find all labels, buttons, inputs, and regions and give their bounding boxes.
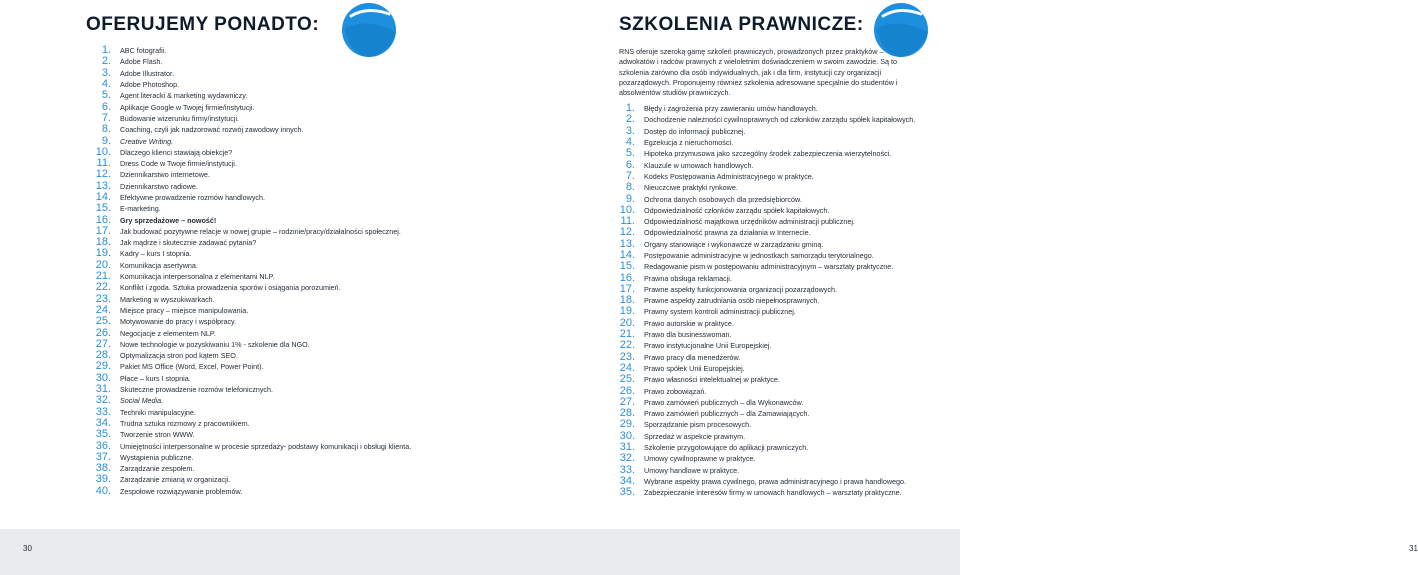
list-item — [88, 101, 411, 112]
list-item-text: Prawna obsługa reklamacji. — [644, 273, 732, 283]
list-item-number: 2. — [101, 55, 111, 68]
list-item-text: Skuteczne prowadzenie rozmów telefonicznych. — [120, 385, 274, 395]
list-item — [88, 339, 411, 350]
list-item — [612, 103, 915, 114]
list-item-number: 12. — [95, 168, 111, 181]
list-item — [612, 205, 915, 216]
list-item-text: Wybrane aspekty prawa cywilnego, prawa administracyjnego i prawa handlowego. — [644, 476, 907, 486]
list-item — [88, 463, 411, 474]
list-item — [612, 126, 915, 137]
list-item-number: 33. — [619, 463, 635, 476]
list-item — [88, 113, 411, 124]
list-item-text: Błędy i zagrożenia przy zawieraniu umów handlowych. — [644, 104, 818, 114]
list-item-number: 20. — [95, 258, 111, 271]
list-item-number: 31. — [619, 441, 635, 454]
list-item-text: Budowanie wizerunku firmy/instytucji. — [120, 113, 240, 123]
list-item — [88, 316, 411, 327]
list-item-number: 32. — [95, 394, 111, 407]
list-item — [612, 340, 915, 351]
list-item — [612, 182, 915, 193]
list-item — [88, 214, 411, 225]
list-item-text: Optymalizacja stron pod kątem SEO. — [120, 351, 238, 361]
list-item-number: 14. — [95, 191, 111, 203]
list-item — [88, 305, 411, 316]
list-item-number: 7. — [625, 169, 635, 182]
list-item-number: 12. — [619, 226, 635, 239]
list-item-text: Adobe Photoshop. — [120, 80, 180, 90]
list-item-text: Miejsce pracy – miejsce manipulowania. — [120, 305, 249, 315]
list-item-text: Motywowanie do pracy i współpracy. — [120, 317, 237, 327]
list-item-text: Umiejętności interpersonalne w procesie sprzedaży- podstawy komunikacji i obsługi klienta. — [120, 441, 412, 451]
list-item-text: Nowe technologie w pozyskiwaniu 1% - szkolenie dla NGO. — [120, 339, 310, 349]
list-item-text: Creative Writing. — [120, 136, 174, 146]
list-item — [612, 306, 915, 317]
list-item — [88, 147, 411, 158]
list-item — [612, 408, 915, 419]
list-item — [88, 192, 411, 203]
list-item — [88, 237, 411, 248]
list-item-text: Odpowiedzialność majątkowa urzędników administracji publicznej. — [644, 217, 855, 227]
list-item — [88, 124, 411, 135]
list-item-number: 15. — [619, 260, 635, 273]
list-item — [88, 395, 411, 406]
list-item-text: Prawo zobowiązań. — [644, 386, 707, 396]
list-item-text: Kodeks Postępowania Administracyjnego w praktyce. — [644, 171, 814, 181]
list-item — [88, 474, 411, 485]
left-training-list — [88, 45, 411, 497]
list-item — [88, 248, 411, 259]
list-item-number: 11. — [620, 215, 635, 228]
list-item-number: 27. — [95, 337, 111, 350]
list-item-text: Prawne aspekty funkcjonowania organizacji pozarządowych. — [644, 284, 837, 294]
list-item-text: Zabezpieczanie interesów firmy w umowach handlowych – warsztaty praktyczne. — [644, 488, 902, 498]
list-item-number: 20. — [619, 316, 635, 329]
list-item — [612, 148, 915, 159]
list-item-number: 24. — [619, 361, 635, 374]
list-item-number: 4. — [625, 136, 635, 149]
list-item — [612, 476, 915, 487]
list-item — [88, 226, 411, 237]
list-item-number: 16. — [619, 271, 635, 284]
page-number-right: 31 — [1409, 544, 1418, 553]
list-item-text: Wystąpienia publiczne. — [120, 452, 194, 462]
list-item-number: 7. — [101, 111, 111, 124]
list-item — [612, 318, 915, 329]
list-item-text: Sporządzanie pism procesowych. — [644, 420, 752, 430]
list-item-text: Tworzenie stron WWW. — [120, 430, 195, 440]
list-item-number: 14. — [619, 249, 635, 261]
list-item-number: 5. — [101, 89, 111, 102]
list-item-number: 11. — [96, 157, 111, 170]
list-item-text: Negocjacje z elementem NLP. — [120, 328, 216, 338]
list-item-text: Prawo własności intelektualnej w praktyce. — [644, 375, 780, 385]
list-item — [612, 453, 915, 464]
list-item — [88, 440, 411, 451]
list-item — [612, 216, 915, 227]
list-item — [612, 239, 915, 250]
list-item-number: 29. — [619, 418, 635, 431]
list-item — [88, 181, 411, 192]
list-item-number: 17. — [619, 282, 635, 295]
list-item-text: Sprzedaż w aspekcie prawnym. — [644, 431, 746, 441]
list-item — [612, 227, 915, 238]
right-page-title: SZKOLENIA PRAWNICZE: — [619, 14, 864, 35]
list-item-text: Dziennikarstwo internetowe. — [120, 170, 210, 180]
list-item — [88, 373, 411, 384]
list-item-number: 1. — [625, 102, 635, 115]
list-item — [612, 374, 915, 385]
list-item-text: E-marketing. — [120, 204, 161, 214]
list-item-number: 28. — [619, 407, 635, 420]
list-item — [88, 68, 411, 79]
list-item — [612, 193, 915, 204]
list-item-text: Coaching, czyli jak nadzorować rozwój zawodowy innych. — [120, 125, 304, 135]
list-item-number: 27. — [619, 395, 635, 408]
list-item — [612, 171, 915, 182]
list-item-text: Techniki manipulacyjne. — [120, 407, 196, 417]
list-item — [88, 384, 411, 395]
list-item-number: 30. — [619, 429, 635, 442]
list-item-number: 13. — [95, 179, 111, 192]
list-item — [612, 442, 915, 453]
list-item — [88, 452, 411, 463]
list-item — [88, 90, 411, 101]
list-item — [88, 79, 411, 90]
list-item — [612, 352, 915, 363]
list-item-number: 29. — [95, 360, 111, 373]
list-item — [88, 45, 411, 56]
list-item-number: 31. — [95, 383, 111, 396]
list-item-text: Adobe Flash. — [120, 57, 163, 67]
list-item — [612, 419, 915, 430]
list-item — [88, 486, 411, 497]
list-item-text: Dress Code w Twoje firmie/instytucji. — [120, 159, 237, 169]
left-page — [0, 0, 480, 575]
list-item — [612, 272, 915, 283]
list-item-number: 25. — [95, 315, 111, 328]
list-item-text: Trudna sztuka rozmowy z pracownikiem. — [120, 418, 250, 428]
list-item — [88, 135, 411, 146]
list-item-text: Szkolenie przygotowujące do aplikacji prawniczych. — [644, 443, 809, 453]
list-item-number: 23. — [95, 292, 111, 305]
list-item — [612, 385, 915, 396]
list-item-text: Kadry – kurs I stopnia. — [120, 249, 192, 259]
list-item-number: 22. — [619, 339, 635, 352]
list-item-text: Efektywne prowadzenie rozmów handlowych. — [120, 193, 266, 202]
list-item-number: 6. — [625, 158, 635, 171]
list-item — [612, 250, 915, 261]
list-item-number: 19. — [95, 247, 111, 260]
list-item-number: 40. — [95, 484, 111, 497]
list-item-number: 3. — [101, 66, 111, 79]
list-item — [612, 431, 915, 442]
list-item-text: Prawo zamówień publicznych – dla Wykonawców. — [644, 397, 804, 407]
list-item-text: Dlaczego klienci stawiają obiekcje? — [120, 147, 233, 157]
list-item-number: 8. — [101, 123, 111, 136]
list-item — [88, 361, 411, 372]
list-item-number: 16. — [95, 213, 111, 226]
list-item — [88, 203, 411, 214]
list-item — [612, 295, 915, 306]
list-item-number: 28. — [95, 349, 111, 362]
list-item-text: Zarządzanie zespołem. — [120, 464, 195, 474]
list-item-number: 4. — [101, 78, 111, 91]
list-item-number: 10. — [95, 145, 111, 158]
list-item — [612, 487, 915, 498]
list-item — [88, 350, 411, 361]
list-item-text: Prawo dla businesswoman. — [644, 330, 732, 340]
list-item-number: 9. — [625, 192, 635, 205]
list-item-text: ABC fotografii. — [120, 46, 167, 56]
list-item-text: Jak budować pozytywne relacje w nowej grupie – rodzinie/pracy/działalności społecznej. — [120, 226, 401, 236]
list-item-number: 5. — [625, 147, 635, 160]
list-item-number: 15. — [95, 202, 111, 215]
page-number-left: 30 — [23, 544, 32, 553]
list-item — [612, 363, 915, 374]
list-item-text: Zespołowe rozwiązywanie problemów. — [120, 486, 243, 496]
list-item-number: 18. — [95, 236, 111, 249]
list-item-number: 26. — [95, 326, 111, 339]
list-item-text: Hipoteka przymusowa jako szczególny środek zabezpieczenia wierzytelności. — [644, 149, 892, 159]
list-item-text: Umowy cywilnoprawne w praktyce. — [644, 454, 756, 464]
list-item-number: 9. — [101, 134, 111, 147]
list-item — [88, 271, 411, 282]
list-item-number: 25. — [619, 373, 635, 386]
list-item-text: Prawo zamówień publicznych – dla Zamawiających. — [644, 409, 810, 419]
list-item-number: 34. — [619, 474, 635, 487]
list-item-text: Jak mądrze i skutecznie zadawać pytania? — [120, 238, 257, 248]
list-item-number: 19. — [619, 305, 635, 318]
list-item — [612, 284, 915, 295]
list-item — [612, 397, 915, 408]
list-item-text: Komunikacja asertywna. — [120, 260, 198, 270]
right-page — [480, 0, 1418, 575]
list-item-text: Pakiet MS Office (Word, Excel, Power Point). — [120, 362, 264, 372]
list-item-text: Dziennikarstwo radiowe. — [120, 181, 198, 191]
list-item-number: 21. — [95, 270, 111, 283]
list-item-number: 8. — [625, 181, 635, 194]
list-item-text: Egzekucja z nieruchomości. — [644, 138, 734, 148]
list-item-number: 10. — [619, 203, 635, 216]
list-item-number: 13. — [619, 237, 635, 250]
list-item-text: Prawo autorskie w praktyce. — [644, 318, 734, 328]
list-item-text: Ochrona danych osobowych dla przedsiębiorców. — [644, 194, 802, 204]
list-item-text: Komunikacja interpersonalna z elementami NLP. — [120, 272, 275, 282]
list-item-text: Aplikacje Google w Twojej firmie/instytucji. — [120, 102, 255, 112]
list-item-text: Płace – kurs I stopnia. — [120, 373, 191, 383]
list-item — [612, 159, 915, 170]
list-item-text: Dostęp do informacji publicznej. — [644, 126, 746, 136]
list-item-text: Prawo spółek Unii Europejskiej. — [644, 363, 745, 373]
list-item-text: Odpowiedzialność członków zarządu spółek kapitałowych. — [644, 205, 830, 215]
list-item — [612, 261, 915, 272]
list-item — [88, 282, 411, 293]
list-item — [88, 56, 411, 67]
list-item-number: 30. — [95, 371, 111, 384]
list-item-number: 24. — [95, 303, 111, 316]
list-item-number: 23. — [619, 350, 635, 363]
list-item-text: Marketing w wyszukiwarkach. — [120, 294, 215, 304]
list-item-text: Konflikt i zgoda. Sztuka prowadzenia sporów i osiągania porozumień. — [120, 283, 341, 293]
list-item — [88, 407, 411, 418]
list-item-number: 6. — [101, 100, 111, 113]
list-item-number: 22. — [95, 281, 111, 294]
list-item-number: 18. — [619, 294, 635, 307]
list-item-number: 39. — [95, 473, 111, 486]
list-item — [88, 169, 411, 180]
list-item-number: 2. — [625, 113, 635, 126]
list-item-text: Umowy handlowe w praktyce. — [644, 465, 740, 475]
list-item-number: 33. — [95, 405, 111, 418]
list-item-text: Zarządzanie zmianą w organizacji. — [120, 475, 231, 485]
list-item-text: Klauzule w umowach handlowych. — [644, 160, 754, 170]
list-item-text: Organy stanowiące i wykonawcze w zarządzaniu gminą. — [644, 239, 824, 249]
list-item-number: 21. — [619, 328, 635, 341]
list-item — [612, 329, 915, 340]
list-item — [88, 260, 411, 271]
list-item-text: Prawo pracy dla menedżerów. — [644, 352, 741, 362]
list-item-text: Dochodzenie należności cywilnoprawnych od członków zarządu spółek kapitałowych. — [644, 115, 916, 125]
list-item — [88, 429, 411, 440]
list-item-number: 38. — [95, 462, 111, 475]
list-item-text: Odpowiedzialność prawna za działania w Internecie. — [644, 228, 811, 238]
list-item-number: 34. — [95, 416, 111, 429]
list-item — [88, 418, 411, 429]
list-item — [88, 327, 411, 338]
list-item-number: 1. — [101, 44, 111, 57]
list-item-text: Adobe Illustrator. — [120, 68, 174, 78]
list-item-number: 3. — [625, 124, 635, 137]
list-item-text: Redagowanie pism w postępowaniu administracyjnym – warsztaty praktyczne. — [644, 262, 894, 272]
left-page-title: OFERUJEMY PONADTO: — [86, 14, 320, 35]
list-item-text: Agent literacki & marketing wydawniczy. — [120, 91, 248, 101]
list-item — [88, 294, 411, 305]
list-item-number: 17. — [95, 224, 111, 237]
list-item-text: Nieuczciwe praktyki rynkowe. — [644, 183, 738, 193]
list-item-text: Postępowanie administracyjne w jednostkach samorządu terytorialnego. — [644, 251, 874, 260]
list-item-text: Social Media. — [120, 396, 164, 406]
list-item-number: 37. — [95, 450, 111, 463]
legal-training-intro: RNS oferuje szeroką gamę szkoleń prawniczych, prowadzonych przez praktyków – adwokatów i radców prawnych z wieloletnim doświadczeniem w swoim zawodzie. Są to szkolenia zarówno dla osób indywidualnych, jak i dla firm, instytucji czy organizacji pozarządowych. Proponujemy również szkolenia adresowane specjalnie do studentów i absolwentów studiów prawniczych. — [619, 47, 898, 98]
list-item-number: 26. — [619, 384, 635, 397]
list-item — [612, 137, 915, 148]
list-item-number: 32. — [619, 452, 635, 465]
right-legal-training-list — [612, 103, 915, 498]
list-item-number: 35. — [619, 486, 635, 499]
list-item-text: Prawne aspekty zatrudniania osób niepełnosprawnych. — [644, 296, 820, 306]
list-item — [612, 114, 915, 125]
list-item — [88, 158, 411, 169]
list-item-number: 36. — [95, 439, 111, 452]
list-item-text: Prawny system kontroli administracji publicznej. — [644, 307, 796, 317]
list-item-text: Gry sprzedażowe – nowość! — [120, 215, 217, 225]
list-item — [612, 465, 915, 476]
list-item-text: Prawo instytucjonalne Unii Europejskiej. — [644, 341, 772, 351]
list-item-number: 35. — [95, 428, 111, 441]
